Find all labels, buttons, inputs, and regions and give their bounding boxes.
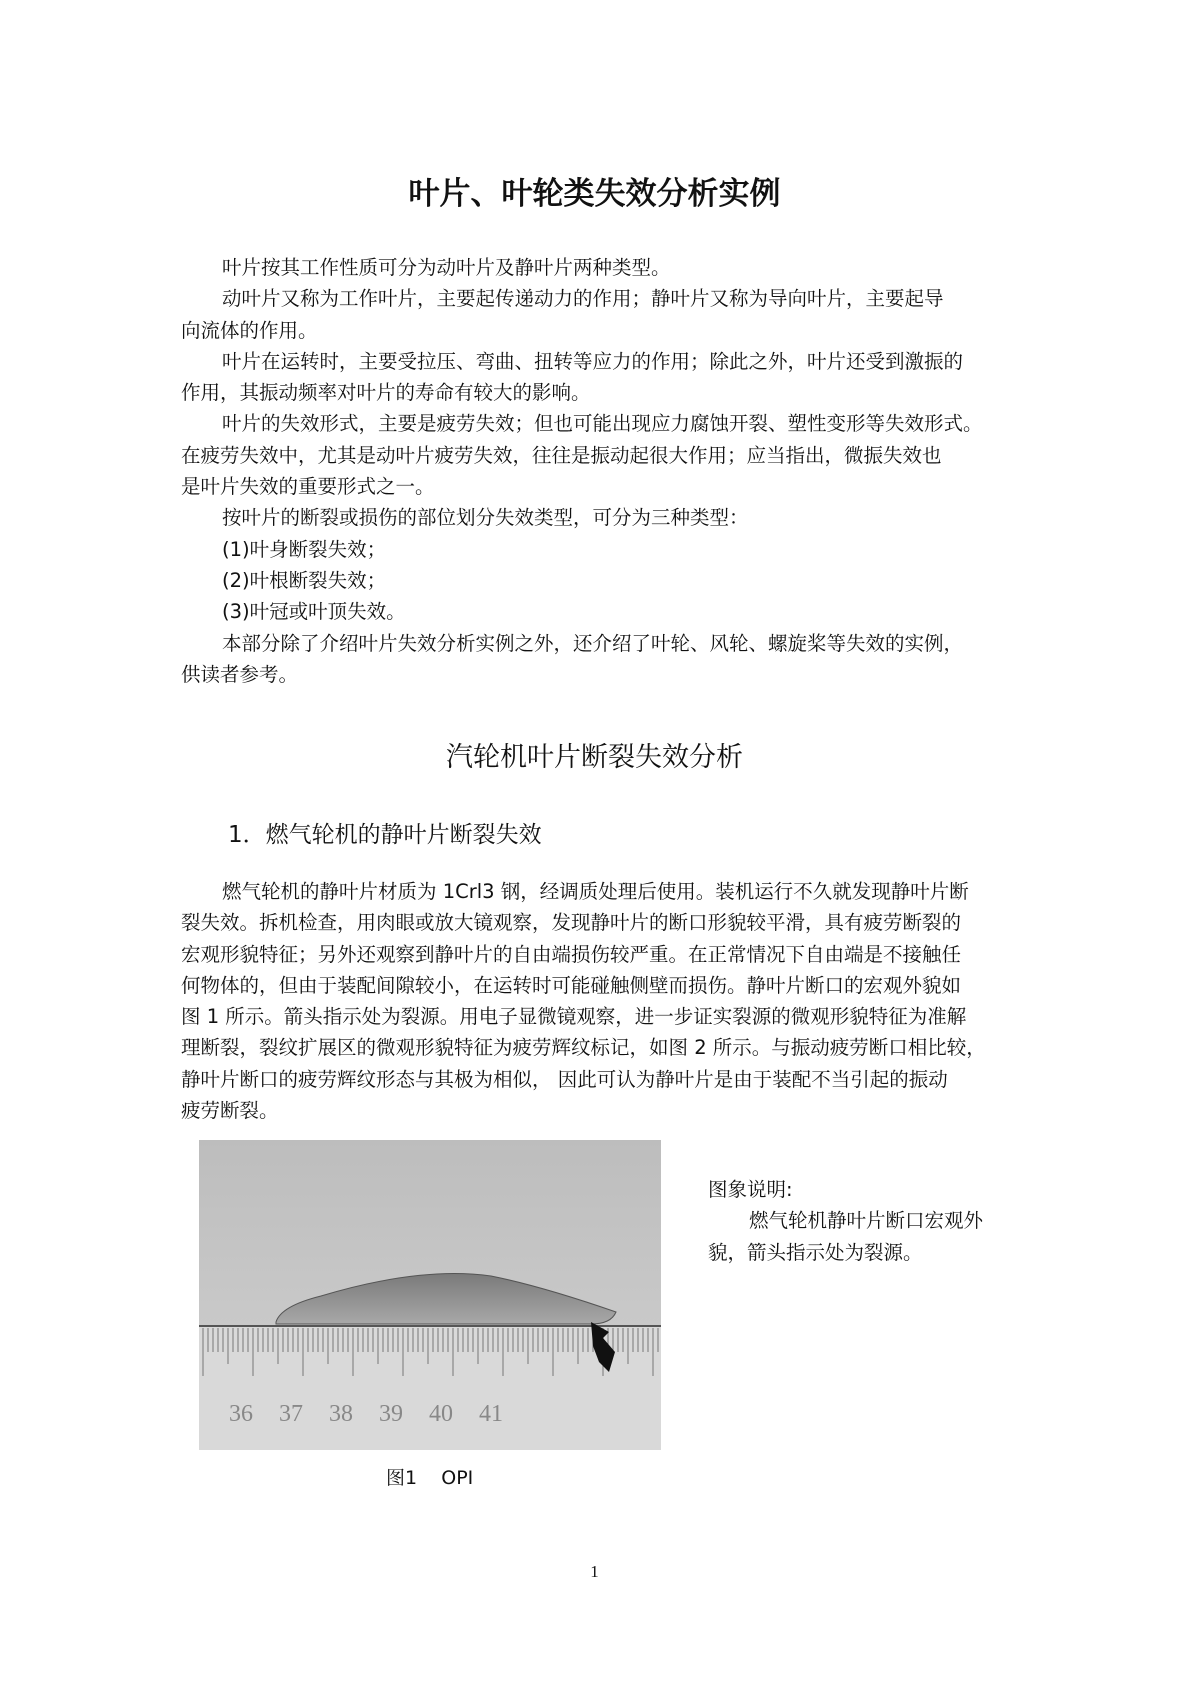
page-title: 叶片、叶轮类失效分析实例 bbox=[408, 176, 781, 212]
ruler-label: 41 bbox=[479, 1401, 503, 1427]
figure-description bbox=[708, 1174, 1028, 1268]
text-line: 疲劳断裂。 bbox=[181, 1099, 279, 1123]
fracture-photo-image bbox=[191, 1126, 667, 1452]
text-line: 叶片在运转时，主要受拉压、弯曲、扭转等应力的作用；除此之外，叶片还受到激振的 bbox=[222, 349, 964, 373]
intro-text bbox=[181, 252, 1021, 690]
text-line: (3)叶冠或叶顶失效。 bbox=[222, 600, 406, 624]
text-line: 动叶片又称为工作叶片，主要起传递动力的作用；静叶片又称为导向叶片，主要起导 bbox=[222, 287, 944, 311]
text-line: 裂失效。拆机检查，用肉眼或放大镜观察，发现静叶片的断口形貌较平滑，具有疲劳断裂的 bbox=[181, 911, 962, 935]
page-number: 1 bbox=[590, 1562, 599, 1581]
ruler-label: 38 bbox=[329, 1401, 353, 1427]
text-line: 向流体的作用。 bbox=[181, 318, 318, 342]
text-line: 图 1 所示。箭头指示处为裂源。用电子显微镜观察，进一步证实裂源的微观形貌特征为准解 bbox=[181, 1005, 967, 1029]
text-line: 作用，其振动频率对叶片的寿命有较大的影响。 bbox=[181, 381, 591, 405]
text-line: (2)叶根断裂失效； bbox=[222, 568, 387, 592]
figure-description-label: 图象说明: bbox=[708, 1178, 793, 1201]
figure-1-photo bbox=[191, 1126, 667, 1452]
text-line: 本部分除了介绍叶片失效分析实例之外，还介绍了叶轮、风轮、螺旋桨等失效的实例， bbox=[222, 631, 964, 655]
text-line: 按叶片的断裂或损伤的部位划分失效类型，可分为三种类型： bbox=[222, 506, 749, 530]
text-line: 静叶片断口的疲劳辉纹形态与其极为相似， 因此可认为静叶片是由于装配不当引起的振动 bbox=[181, 1067, 948, 1091]
text-line: 在疲劳失效中，尤其是动叶片疲劳失效，往往是振动起很大作用；应当指出，微振失效也 bbox=[181, 443, 942, 467]
figure-description-line: 燃气轮机静叶片断口宏观外 bbox=[749, 1209, 984, 1233]
text-line: 何物体的，但由于装配间隙较小，在运转时可能碰触侧壁而损伤。静叶片断口的宏观外貌如 bbox=[181, 973, 962, 997]
ruler-label: 36 bbox=[229, 1401, 253, 1427]
figure-caption: 图1 OPI bbox=[386, 1467, 474, 1489]
text-line: 供读者参考。 bbox=[181, 662, 299, 686]
ruler-label: 40 bbox=[429, 1401, 453, 1427]
text-line: 叶片按其工作性质可分为动叶片及静叶片两种类型。 bbox=[222, 256, 671, 279]
section-title: 汽轮机叶片断裂失效分析 bbox=[446, 742, 743, 773]
body-text bbox=[181, 876, 1021, 1126]
text-line: (1)叶身断裂失效； bbox=[222, 537, 387, 561]
text-line: 宏观形貌特征；另外还观察到静叶片的自由端损伤较严重。在正常情况下自由端是不接触任 bbox=[181, 942, 962, 966]
text-line: 燃气轮机的静叶片材质为 1Crl3 钢，经调质处理后使用。装机运行不久就发现静叶片断 bbox=[222, 880, 969, 903]
figure-description-line: 貌，箭头指示处为裂源。 bbox=[708, 1240, 923, 1264]
text-line: 理断裂，裂纹扩展区的微观形貌特征为疲劳辉纹标记，如图 2 所示。与振动疲劳断口相比较， bbox=[181, 1036, 986, 1060]
text-line: 叶片的失效形式，主要是疲劳失效；但也可能出现应力腐蚀开裂、塑性变形等失效形式。 bbox=[222, 412, 983, 436]
ruler-label: 39 bbox=[379, 1401, 403, 1427]
text-line: 是叶片失效的重要形式之一。 bbox=[181, 475, 435, 499]
subsection-title: 1．燃气轮机的静叶片断裂失效 bbox=[228, 822, 542, 848]
ruler-label: 37 bbox=[279, 1401, 303, 1427]
